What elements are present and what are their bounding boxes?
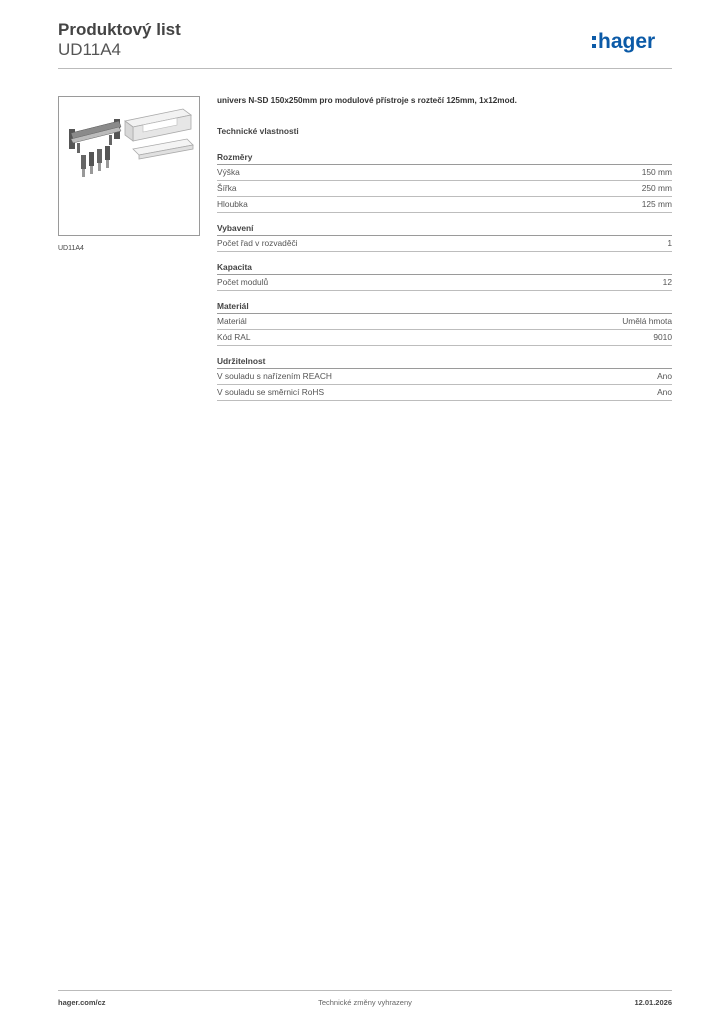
section-title: Materiál bbox=[217, 299, 672, 314]
spec-value: 12 bbox=[662, 277, 672, 287]
spec-row bbox=[217, 369, 672, 385]
product-illustration bbox=[59, 97, 199, 235]
section-equipment bbox=[217, 221, 672, 252]
spec-label: Hloubka bbox=[217, 199, 248, 209]
product-details bbox=[217, 95, 672, 409]
footer-divider bbox=[58, 990, 672, 991]
footer-date: 12.01.2026 bbox=[634, 998, 672, 1007]
spec-label: Počet řad v rozvaděči bbox=[217, 238, 298, 248]
spec-value: 1 bbox=[667, 238, 672, 248]
page-header bbox=[58, 20, 672, 60]
image-caption: UD11A4 bbox=[58, 245, 84, 252]
spec-value: 250 mm bbox=[641, 183, 672, 193]
spec-value: 9010 bbox=[653, 332, 672, 342]
product-description: univers N-SD 150x250mm pro modulové přístroje s roztečí 125mm, 1x12mod. bbox=[217, 96, 517, 105]
logo-text: hager bbox=[598, 30, 656, 53]
website-link[interactable]: hager.com/cz bbox=[58, 998, 106, 1007]
spec-label: Materiál bbox=[217, 316, 247, 326]
spec-row bbox=[217, 181, 672, 197]
spec-label: Šířka bbox=[217, 183, 237, 193]
spec-value: 150 mm bbox=[641, 167, 672, 177]
hager-logo bbox=[592, 28, 672, 54]
spec-row bbox=[217, 236, 672, 252]
spec-value: Ano bbox=[657, 387, 672, 397]
product-code: UD11A4 bbox=[58, 40, 121, 59]
spec-label: V souladu s nařízením REACH bbox=[217, 371, 332, 381]
terminal-blocks-icon bbox=[81, 146, 110, 177]
spec-label: V souladu se směrnicí RoHS bbox=[217, 387, 325, 397]
cover-frame-icon bbox=[125, 109, 191, 141]
section-sustainability bbox=[217, 354, 672, 401]
page-title: Produktový list bbox=[58, 20, 181, 39]
blanking-strip-icon bbox=[133, 139, 193, 159]
technical-properties-heading: Technické vlastnosti bbox=[217, 126, 299, 136]
section-title: Kapacita bbox=[217, 260, 672, 275]
section-title: Vybavení bbox=[217, 221, 672, 236]
din-rail-icon bbox=[69, 119, 121, 153]
spec-row bbox=[217, 165, 672, 181]
section-title: Rozměry bbox=[217, 150, 672, 165]
spec-row bbox=[217, 330, 672, 346]
footer-notice: Technické změny vyhrazeny bbox=[318, 998, 412, 1007]
section-title: Udržitelnost bbox=[217, 354, 672, 369]
spec-value: 125 mm bbox=[641, 199, 672, 209]
spec-value: Umělá hmota bbox=[622, 316, 672, 326]
header-divider bbox=[58, 68, 672, 69]
section-capacity bbox=[217, 260, 672, 291]
spec-value: Ano bbox=[657, 371, 672, 381]
product-image bbox=[58, 96, 200, 236]
section-material bbox=[217, 299, 672, 346]
spec-row bbox=[217, 385, 672, 401]
spec-label: Kód RAL bbox=[217, 332, 251, 342]
section-dimensions bbox=[217, 150, 672, 213]
spec-label: Počet modulů bbox=[217, 277, 269, 287]
spec-row bbox=[217, 275, 672, 291]
spec-label: Výška bbox=[217, 167, 240, 177]
spec-row bbox=[217, 197, 672, 213]
spec-row bbox=[217, 314, 672, 330]
